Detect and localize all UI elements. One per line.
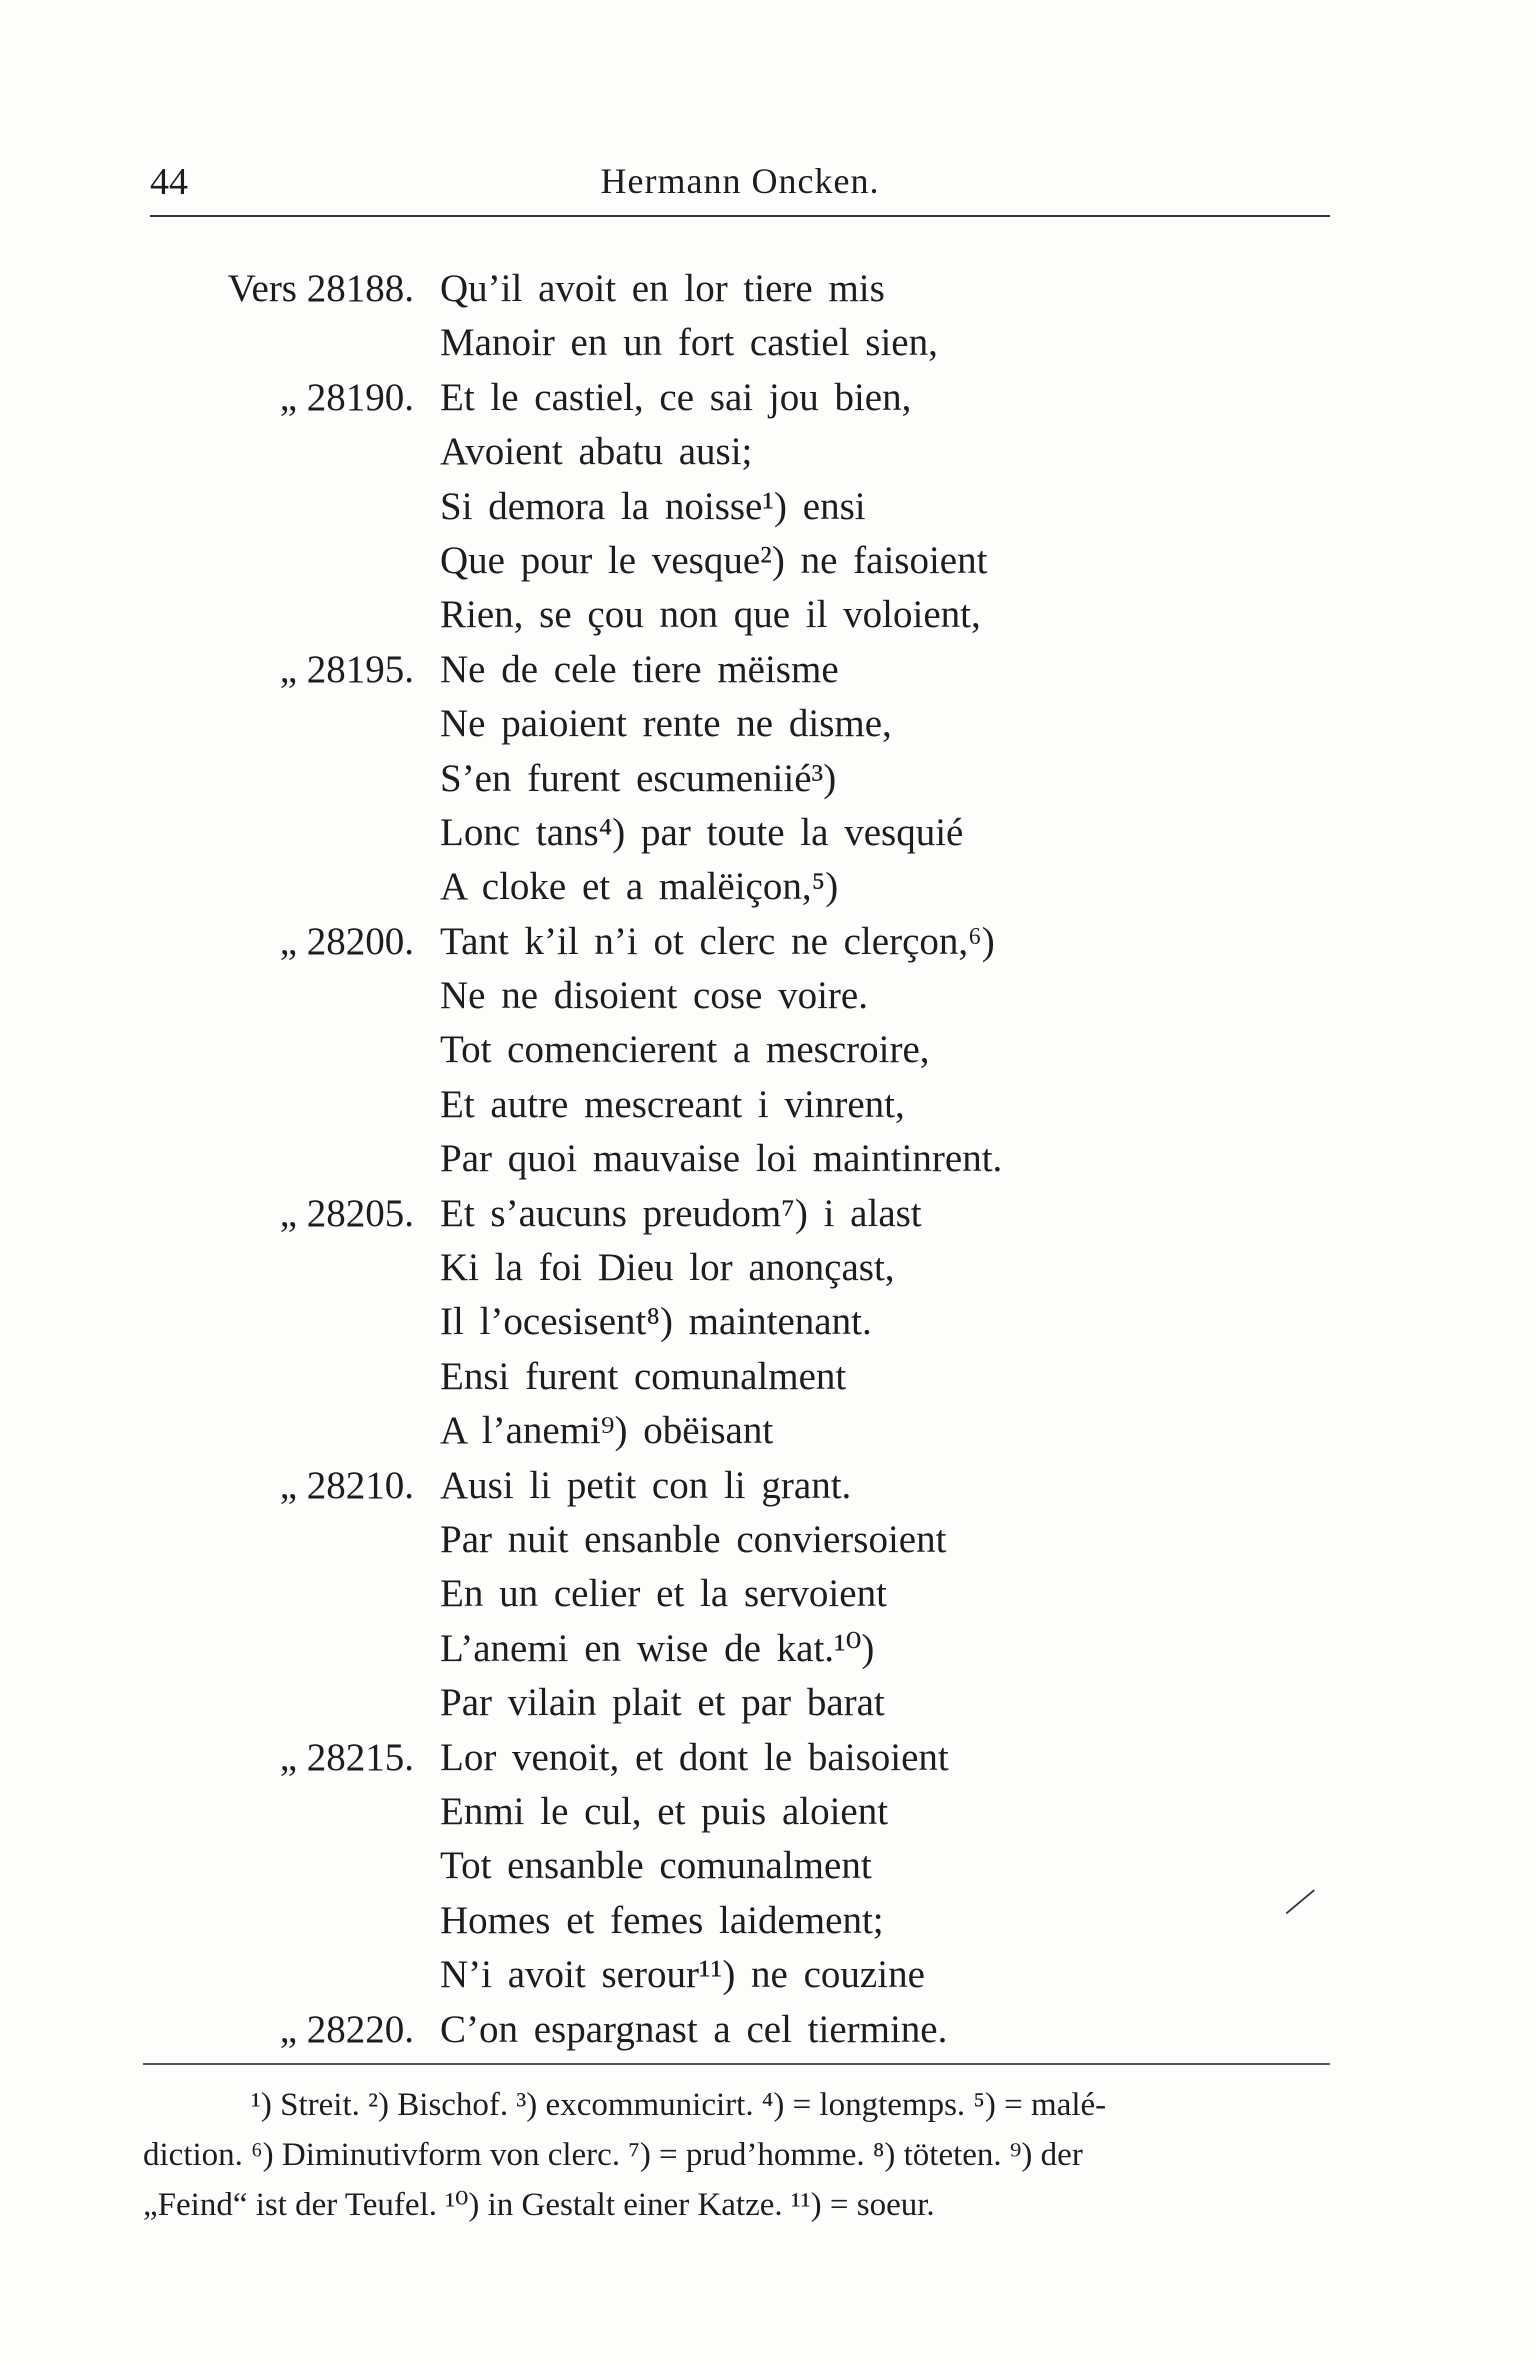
verse-line [0,534,1535,588]
header-rule [150,215,1330,217]
footnote-line: „Feind“ ist der Teufel. ¹⁰) in Gestalt einer Katze. ¹¹) = soeur. [143,2187,935,2223]
verse-text: Par nuit ensanble conviersoient [440,1517,947,1561]
verse-text: Ne de cele tiere mëisme [440,647,839,691]
verse-text: Que pour le vesque²) ne faisoient [440,538,988,582]
verse-number: „ 28200. [279,919,414,963]
verse-text: Par vilain plait et par barat [440,1681,885,1725]
verse-text: Qu’il avoit en lor tiere mis [440,267,885,310]
verse-text: Lor venoit, et dont le baisoient [440,1735,949,1779]
verse-text: Si demora la noisse¹) ensi [440,484,866,528]
verse-text: N’i avoit serour¹¹) ne couzine [440,1953,925,1997]
verse-number: „ 28205. [279,1191,414,1235]
page-number: 44 [150,161,188,203]
verse-line [0,1241,1535,1295]
footnotes [143,2080,1333,2230]
verse-line [0,752,1535,806]
verse-line [0,1459,1535,1513]
verse-line [0,1513,1535,1567]
verse-line [0,588,1535,642]
verse-text: Et s’aucuns preudom⁷) i alast [440,1191,922,1235]
page-header [150,150,1330,220]
verse-line [0,1078,1535,1132]
verse-line [0,1187,1535,1241]
verse-line [0,1295,1535,1349]
verse-text: Tant k’il n’i ot clerc ne clerçon,⁶) [440,919,995,963]
running-title: Hermann Oncken. [600,161,880,201]
verse-text: Ensi furent comunalment [440,1354,847,1398]
verse-block [0,262,1535,2057]
verse-number: „ 28220. [279,2007,414,2051]
verse-line [0,1676,1535,1730]
verse-text: Tot comencierent a mescroire, [440,1028,930,1072]
verse-text: Par quoi mauvaise loi maintinrent. [440,1137,1003,1181]
verse-line [0,1622,1535,1676]
verse-number: „ 28210. [279,1463,414,1507]
verse-text: Lonc tans⁴) par toute la vesquié [440,810,964,854]
verse-number: „ 28195. [279,647,414,691]
stray-mark: — [1271,1872,1325,1926]
verse-line [0,806,1535,860]
verse-line [0,316,1535,370]
verse-number: „ 28215. [279,1735,414,1779]
verse-text: Enmi le cul, et puis aloient [440,1789,889,1833]
verse-text: C’on espargnast a cel tiermine. [440,2007,948,2051]
verse-line [0,1023,1535,1077]
verse-number: Vers 28188. [227,267,414,310]
verse-text: Homes et femes laidement; [440,1898,884,1942]
verse-text: A cloke et a malëiçon,⁵) [440,865,839,909]
verse-line [0,480,1535,534]
verse-text: Et autre mescreant i vinrent, [440,1082,905,1126]
verse-text: En un celier et la servoient [440,1572,887,1616]
verse-line [0,1785,1535,1839]
verse-line [0,915,1535,969]
verse-line [0,1567,1535,1621]
footnote-line: ¹) Streit. ²) Bischof. ³) excommunicirt. ⁴) = longtemps. ⁵) = malé- [251,2087,1107,2123]
verse-text: Tot ensanble comunalment [440,1844,872,1888]
verse-text: Ne paioient rente ne disme, [440,702,892,746]
verse-line [0,1948,1535,2002]
verse-line [0,1350,1535,1404]
footnote-line: diction. ⁶) Diminutivform von clerc. ⁷) = prud’homme. ⁸) töteten. ⁹) der [143,2137,1083,2173]
verse-line [0,1404,1535,1458]
verse-line [0,1731,1535,1785]
verse-line [0,697,1535,751]
verse-line [0,262,1535,316]
verse-text: Ne ne disoient cose voire. [440,974,868,1018]
verse-line [0,2003,1535,2057]
verse-text: Ki la foi Dieu lor anonçast, [440,1246,895,1290]
verse-text: Il l’ocesisent⁸) maintenant. [440,1300,872,1344]
verse-line [0,860,1535,914]
verse-text: Manoir en un fort castiel sien, [440,321,938,365]
footnote-rule [143,2063,1330,2065]
verse-text: S’en furent escumeniié³) [440,756,837,800]
verse-text: L’anemi en wise de kat.¹⁰) [440,1626,875,1670]
verse-text: Rien, se çou non que il voloient, [440,593,981,637]
verse-line [0,425,1535,479]
verse-number: „ 28190. [279,375,414,419]
verse-text: Ausi li petit con li grant. [440,1463,852,1507]
verse-text: A l’anemi⁹) obëisant [440,1409,774,1453]
verse-text: Et le castiel, ce sai jou bien, [440,375,912,419]
verse-line [0,643,1535,697]
verse-line [0,371,1535,425]
verse-text: Avoient abatu ausi; [440,430,753,474]
verse-line [0,969,1535,1023]
verse-line [0,1132,1535,1186]
